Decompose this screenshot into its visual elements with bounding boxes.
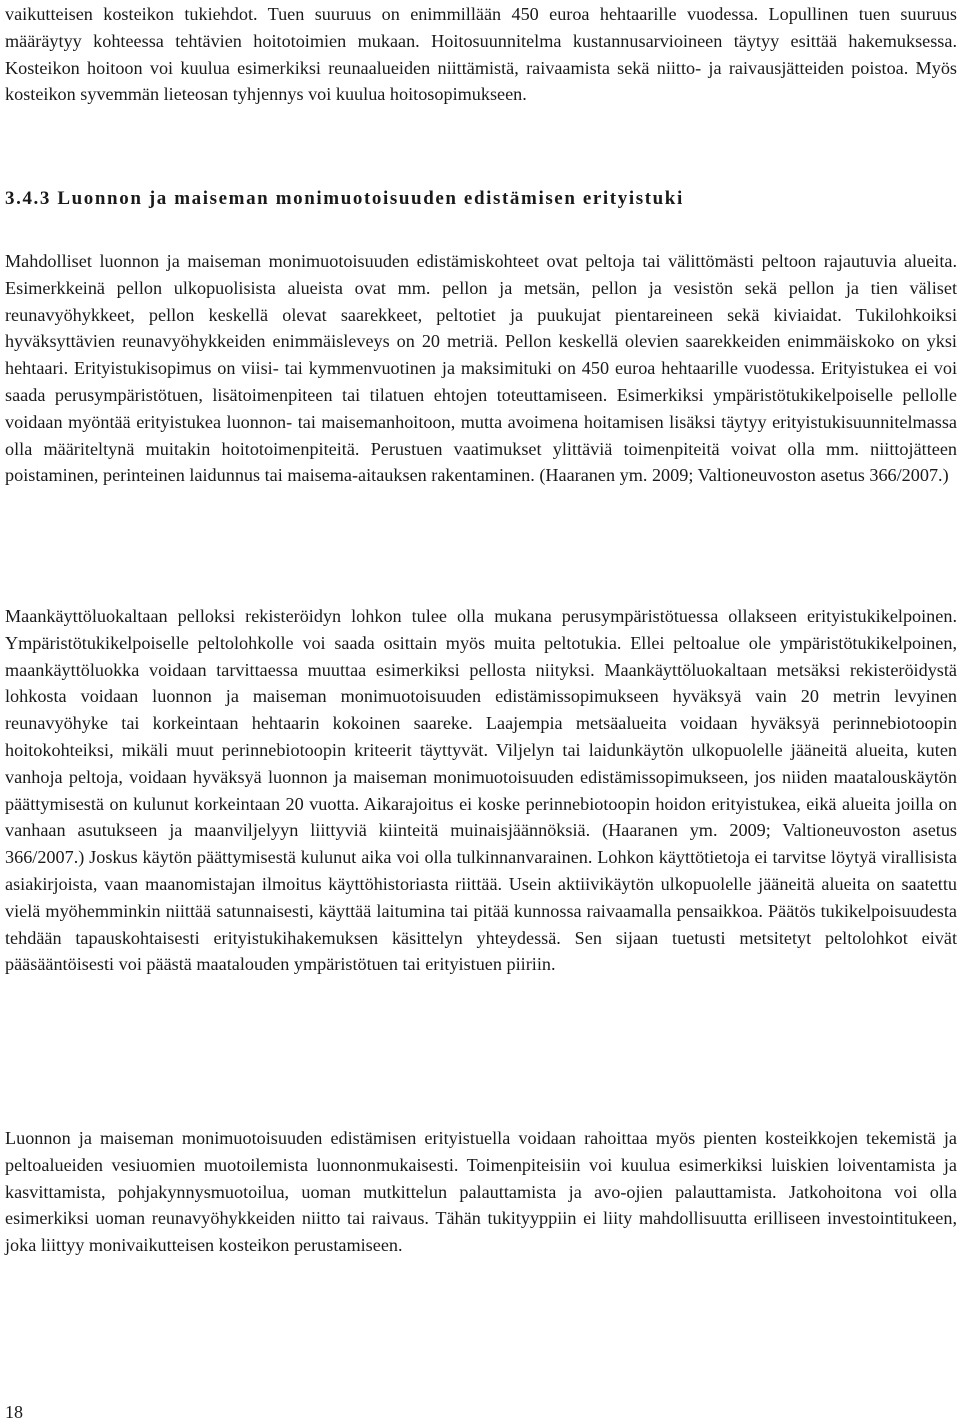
intro-paragraph: vaikutteisen kosteikon tukiehdot. Tuen suuruus on enimmillään 450 euroa hehtaarille vuodessa. Lopullinen tuen suuruus määräytyy kohteessa tehtävien hoitotoimien mukaan. Hoitosuunnitelma kustannusarvioineen täytyy esittää hakemuksessa. Kosteikon hoitoon voi kuulua esimerkiksi reunaalueiden niittämistä, raivaamista sekä niitto- ja raivausjätteiden poistoa. Myös kosteikon syvemmän lieteosan tyhjennys voi kuulua hoitosopimukseen. — [5, 4, 957, 105]
section-heading: 3.4.3 Luonnon ja maiseman monimuotoisuuden edistämisen erityistuki — [5, 188, 684, 209]
body-paragraph-1: Mahdolliset luonnon ja maiseman monimuotoisuuden edistämiskohteet ovat peltoja tai välittömästi peltoon rajautuvia alueita. Esimerkkeinä pellon ulkopuolisista alueista ovat mm. pellon ja metsän, pellon ja vesistön sekä pellon ja tien väliset reunavyöhykkeet, pellon keskellä olevat saarekkeet, peltotiet ja puukujat pientareineen sekä kiviaidat. Tukilohkoiksi hyväksyttävien reunavyöhykkeiden enimmäisleveys on 20 metriä. Pellon keskellä olevien saarekkeiden enimmäiskoko on yksi hehtaari. Erityistukisopimus on viisi- tai kymmenvuotinen ja maksimituki on 450 euroa hehtaarille vuodessa. Erityistukea ei voi saada perusympäristötuen, lisätoimenpiteen tai tilatuen ehtojen toteuttamiseen. Esimerkiksi ympäristötukikelpoiselle pellolle voidaan myöntää erityistukea luonnon- tai maisemanhoitoon, mutta avoimena hoitamisen lisäksi täytyy erityistukisuunnitelmassa olla määriteltynä muitakin hoitotoimenpiteitä. Perustuen vaatimukset ylittäviä toimenpiteitä voivat olla mm. niittojätteen poistaminen, perinteinen laidunnus tai maisema-aitauksen rakentaminen. (Haaranen ym. 2009; Valtioneuvoston asetus 366/2007.) — [5, 251, 957, 486]
page-number: 18 — [5, 1402, 23, 1422]
body-paragraph-2: Maankäyttöluokaltaan pelloksi rekisteröidyn lohkon tulee olla mukana perusympäristötuessa ollakseen erityistukikelpoinen. Ympäristötukikelpoiselle peltolohkolle voi saada osittain myös muita peltotukia. Ellei peltoalue ole ympäristötukikelpoinen, maankäyttöluokka voidaan tarvittaessa muuttaa esimerkiksi pellosta niityksi. Maankäyttöluokaltaan metsäksi rekisteröidystä lohkosta voidaan luonnon ja maiseman monimuotoisuuden edistämissopimukseen hyväksyä vain 20 metrin levyinen reunavyöhyke tai korkeintaan hehtaarin kokoinen saareke. Laajempia metsäalueita voidaan hyväksyä perinnebiotoopin hoitokohteiksi, mikäli muut perinnebiotoopin kriteerit täyttyvät. Viljelyn tai laidunkäytön ulkopuolelle jääneitä alueita, kuten vanhoja peltoja, voidaan hyväksyä luonnon ja maiseman monimuotoisuuden edistämissopimukseen, jos niiden maatalouskäytön päättymisestä on kulunut korkeintaan 20 vuotta. Aikarajoitus ei koske perinnebiotoopin hoidon erityistukea, eikä alueita joilla on vanhaan asutukseen ja maanviljelyyn liittyviä kiinteitä muinaisjäännöksiä. (Haaranen ym. 2009; Valtioneuvoston asetus 366/2007.) Joskus käytön päättymisestä kulunut aika voi olla tulkinnanvarainen. Lohkon käyttötietoja ei tarvitse löytyä virallisista asiakirjoista, vaan maanomistajan ilmoitus käyttöhistoriasta riittää. Usein aktiivikäytön ulkopuolelle jääneitä alueita on saatettu vielä myöhemminkin niittää satunnaisesti, käyttää laitumina tai pitää kunnossa raivaamalla pensaikkoa. Päätös tukikelpoisuudesta tehdään tapauskohtaisesti erityistukihakemuksen käsittelyn yhteydessä. Sen sijaan tuetusti metsitetyt peltolohkot eivät pääsääntöisesti voi päästä maatalouden ympäristötuen tai erityistuen piiriin. — [5, 606, 957, 975]
body-paragraph-3: Luonnon ja maiseman monimuotoisuuden edistämisen erityistuella voidaan rahoittaa myös pienten kosteikkojen tekemistä ja peltoalueiden vesiuomien muotoilemista luonnonmukaisesti. Toimenpiteisiin voi kuulua esimerkiksi luiskien loiventamista ja kasvittamista, pohjakynnysmuotoilua, uoman mutkittelun palauttamista ja avo-ojien palauttamista. Jatkohoitona voi olla esimerkiksi uoman reunavyöhykkeiden niitto tai raivaus. Tähän tukityyppiin ei liity mahdollisuutta erilliseen investointitukeen, joka liittyy monivaikutteisen kosteikon perustamiseen. — [5, 1128, 957, 1256]
